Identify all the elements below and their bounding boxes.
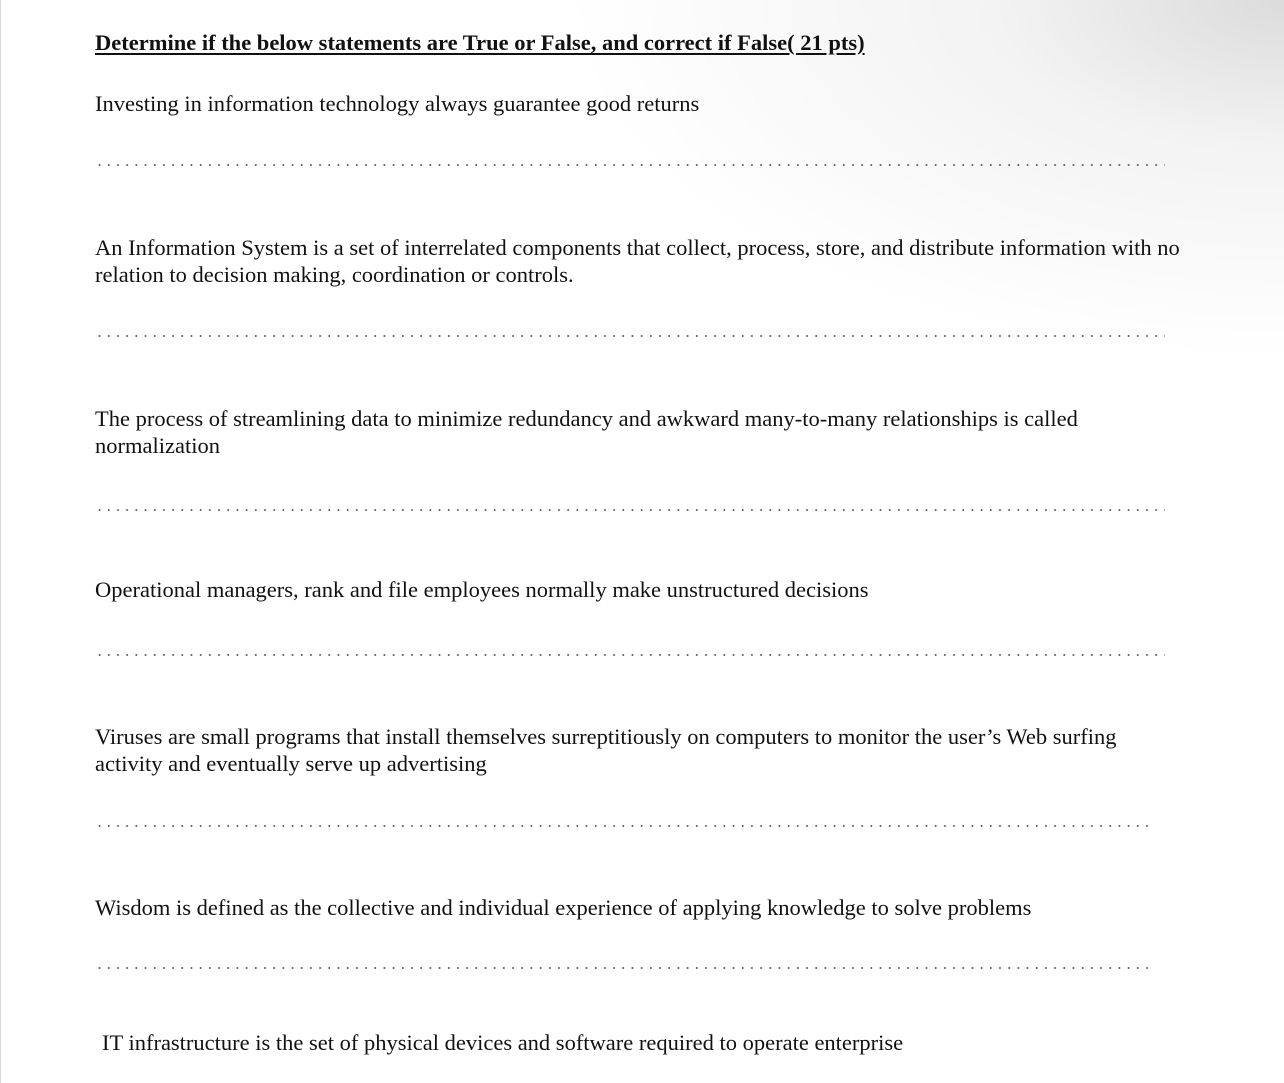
statement-4: Operational managers, rank and file employees normally make unstructured decisions [95,577,869,602]
answer-line-6[interactable] [95,967,1153,969]
statement-7: IT infrastructure is the set of physical devices and software required to operate enterprise [102,1030,904,1055]
answer-line-2[interactable] [95,335,1165,337]
statement-2: An Information System is a set of interrelated components that collect, process, store, and distribute information with no relation to decision making, coordination or controls. [95,235,1180,287]
answer-line-1[interactable] [95,164,1165,166]
statement-1: Investing in information technology always guarantee good returns [95,91,700,116]
answer-line-3[interactable] [95,509,1165,511]
statement-3: The process of streamlining data to minimize redundancy and awkward many-to-many relationships is called normalization [95,406,1078,458]
answer-line-5[interactable] [95,825,1153,827]
section-heading: Determine if the below statements are True or False, and correct if False( 21 pts) [95,30,865,55]
answer-line-4[interactable] [95,654,1165,656]
statement-6: Wisdom is defined as the collective and individual experience of applying knowledge to solve problems [95,895,1032,920]
statement-5: Viruses are small programs that install themselves surreptitiously on computers to monitor the user’s Web surfing activity and eventually serve up advertising [95,724,1117,776]
